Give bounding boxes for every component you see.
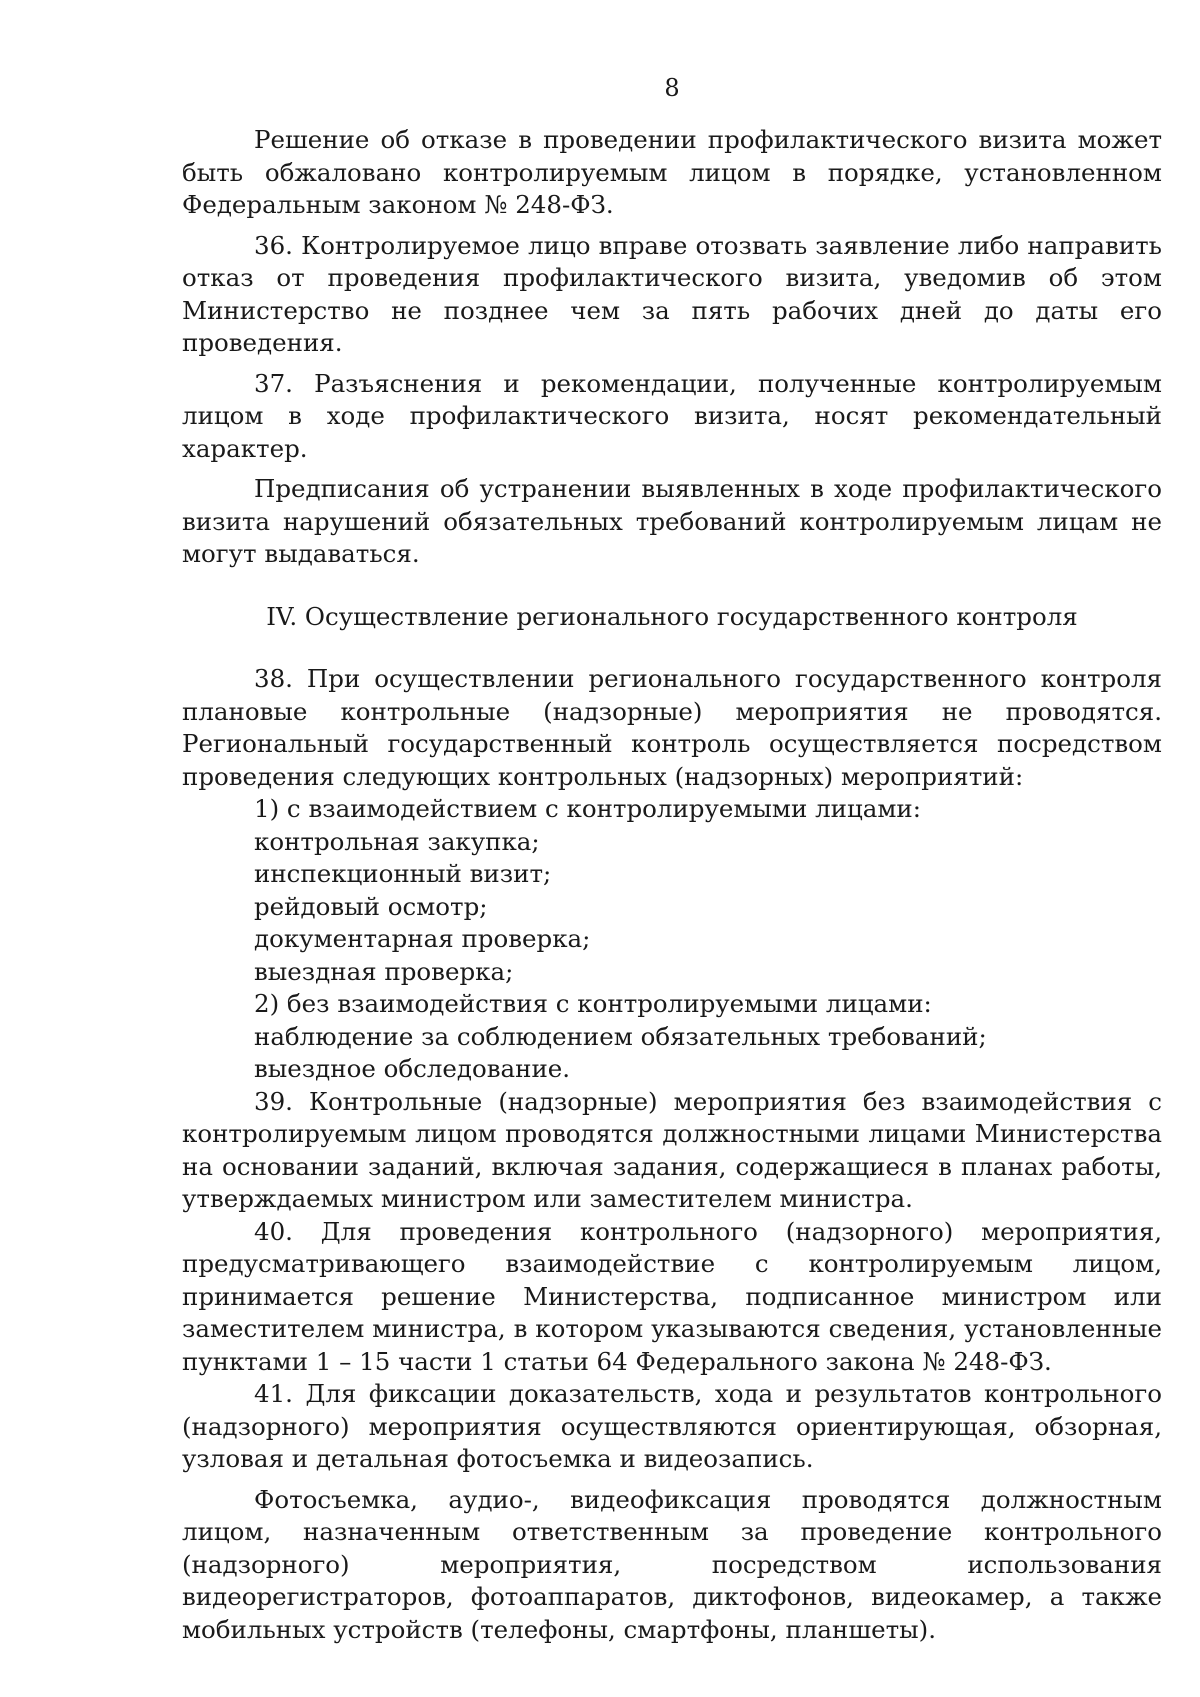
- paragraph-prescriptions: Предписания об устранении выявленных в ходе профилактического визита нарушений обязательных требований контролируемым лицам не могут выдаваться.: [182, 474, 1162, 568]
- paragraph-38: 38. При осуществлении регионального государственного контроля плановые контрольные (надзорные) мероприятия не проводятся. Региональный государственный контроль осуществляется посредством проведения следующих контрольных (надзорных) мероприятий:: [182, 664, 1162, 791]
- list-item-raid-inspection: рейдовый осмотр;: [254, 891, 488, 921]
- list-item-field-check: выездная проверка;: [254, 956, 514, 986]
- list-item-with-interaction: 1) с взаимодействием с контролируемыми лицами:: [254, 794, 922, 823]
- section-heading: IV. Осуществление регионального государственного контроля: [266, 601, 1078, 631]
- list-item-without-interaction: 2) без взаимодействия с контролируемыми лицами:: [254, 989, 932, 1018]
- page-number: 8: [664, 74, 680, 102]
- document-page: [182, 72, 1162, 1646]
- paragraph-41: 41. Для фиксации доказательств, хода и результатов контрольного (надзорного) мероприятия осуществляются ориентирующая, обзорная, узловая и детальная фотосъемка и видеозапись.: [182, 1379, 1162, 1473]
- paragraph-36: 36. Контролируемое лицо вправе отозвать заявление либо направить отказ от проведения профилактического визита, уведомив об этом Министерство не позднее чем за пять рабочих дней до даты его проведения.: [182, 230, 1162, 357]
- list-item-inspection-visit: инспекционный визит;: [254, 859, 552, 888]
- paragraph-photo-video: Фотосъемка, аудио-, видеофиксация проводятся должностным лицом, назначенным ответственным за проведение контрольного (надзорного) мероприятия, посредством использования видеорегистраторов, фотоаппаратов, диктофонов, видеокамер, а также мобильных устройств (телефоны, смартфоны, планшеты).: [182, 1484, 1162, 1644]
- list-item-documentary-check: документарная проверка;: [254, 924, 591, 953]
- list-item-field-survey: выездное обследование.: [254, 1054, 571, 1083]
- paragraph-40: 40. Для проведения контрольного (надзорного) мероприятия, предусматривающего взаимодействие с контролируемым лицом, принимается решение Министерства, подписанное министром или заместителем министра, в котором указываются сведения, установленные пунктами 1 – 15 части 1 статьи 64 Федерального закона № 248-ФЗ.: [182, 1216, 1162, 1376]
- list-item-compliance-monitoring: наблюдение за соблюдением обязательных требований;: [254, 1021, 987, 1051]
- list-item-control-purchase: контрольная закупка;: [254, 826, 540, 856]
- paragraph-37: 37. Разъяснения и рекомендации, полученные контролируемым лицом в ходе профилактического визита, носят рекомендательный характер.: [182, 368, 1162, 463]
- paragraph-appeal-refusal: Решение об отказе в проведении профилактического визита может быть обжаловано контролируемым лицом в порядке, установленном Федеральным законом № 248-ФЗ.: [182, 125, 1162, 219]
- paragraph-39: 39. Контрольные (надзорные) мероприятия без взаимодействия с контролируемым лицом проводятся должностными лицами Министерства на основании заданий, включая задания, содержащиеся в планах работы, утверждаемых министром или заместителем министра.: [182, 1086, 1162, 1213]
